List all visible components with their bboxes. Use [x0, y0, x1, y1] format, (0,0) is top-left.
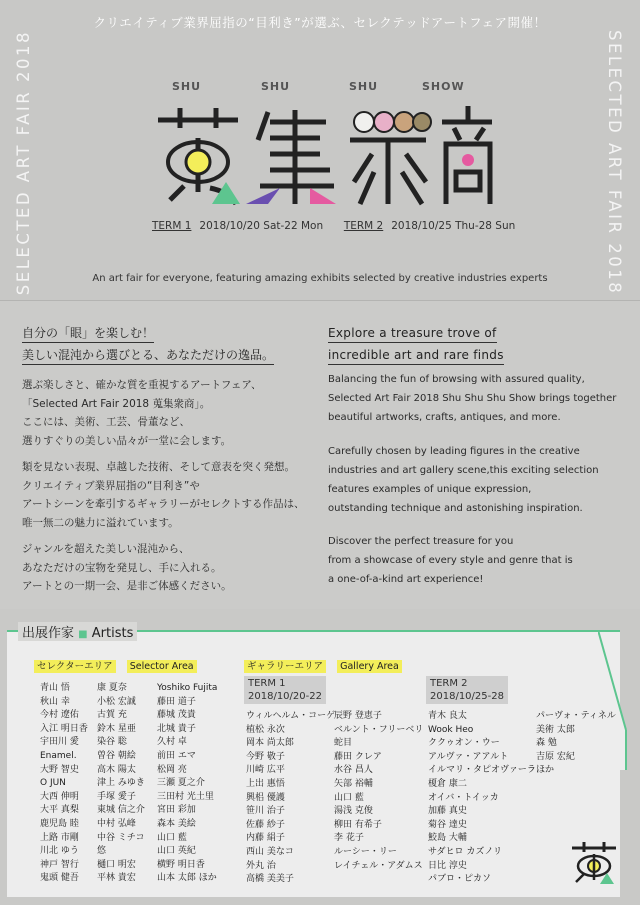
artist-name: ルーシー・リー	[334, 846, 397, 857]
artist-name: 興梠 優護	[246, 792, 285, 803]
logo-triangle-green	[212, 182, 240, 204]
artist-name: Yoshiko Fujita	[157, 683, 218, 693]
artist-name: 今村 遼佑	[40, 710, 79, 721]
artist-name: 山口 藍	[334, 792, 364, 803]
en-heading	[328, 322, 504, 366]
jp-p1-line: ここには、美術、工芸、骨董など、	[22, 416, 190, 428]
artist-name: 樋口 明宏	[97, 859, 136, 870]
logo-triangle-pink	[310, 188, 336, 204]
en-p2-line: industries and art gallery scene,this exciting selection	[328, 465, 599, 476]
gallery-area-jp: ギャラリーエリア	[244, 660, 326, 673]
artist-name: 日比 淳史	[428, 860, 467, 871]
term1-box-label: TERM 1	[248, 678, 286, 689]
jp-p1-line: 選ぶ楽しさと、確かな質を重視するアートフェア、	[22, 379, 262, 391]
artist-name: ほか	[536, 765, 555, 776]
term2-column-2	[536, 710, 616, 778]
artist-name: 外丸 治	[246, 860, 276, 871]
artist-name: 辰野 登恵子	[334, 711, 382, 721]
jp-p3-line: あなただけの宝物を発見し、手に入れる。	[22, 561, 222, 574]
term1-box	[244, 676, 326, 704]
artist-name: 李 花子	[334, 833, 364, 844]
artist-name: 手塚 愛子	[97, 791, 136, 802]
artist-name: 岡本 尚太郎	[246, 738, 294, 749]
shu-label-3: SHU	[349, 80, 379, 93]
jp-p1-line: 「Selected Art Fair 2018 蒐集衆商」。	[22, 397, 211, 410]
artist-name: 中村 弘峰	[97, 818, 136, 829]
artist-name: 横野 明日香	[157, 859, 205, 870]
artist-name: パーヴォ・ティネル	[536, 711, 616, 721]
term2-column-1	[428, 710, 536, 887]
artist-name: 上路 市剛	[40, 832, 79, 843]
artist-name: 中谷 ミチコ	[97, 832, 145, 843]
logo-char-2	[258, 110, 334, 204]
artist-name: 川崎 広平	[246, 765, 285, 776]
artist-name: 榎倉 康二	[428, 778, 467, 789]
term2-label: TERM 2	[343, 220, 384, 232]
artist-name: オイバ・トイッカ	[428, 792, 499, 803]
en-p1-line: Selected Art Fair 2018 Shu Shu Shu Show brings together	[328, 393, 617, 404]
artist-name: 神戸 智行	[40, 859, 79, 870]
en-p1-line: beautiful artworks, crafts, antiques, and more.	[328, 412, 561, 423]
term2-box	[426, 676, 508, 704]
logo-circle-white	[354, 112, 374, 132]
artist-name: 大野 智史	[40, 764, 79, 775]
artist-name: 鈴木 星亜	[97, 723, 136, 734]
artist-name: 藤城 茂貴	[157, 710, 196, 721]
jp-paragraph-3	[22, 540, 232, 596]
jp-p2-line: 類を見ない表現、卓越した技術、そして意表を突く発想。	[22, 461, 295, 473]
logo-circle-olive	[413, 113, 431, 131]
artist-name: 久村 卓	[157, 737, 187, 748]
square-icon: ■	[78, 629, 88, 640]
artist-name: 山本 太郎 ほか	[157, 873, 217, 884]
artist-name: Enamel.	[40, 750, 77, 761]
jp-p2-line: 唯一無二の魅力に溢れています。	[22, 516, 179, 529]
artist-name: 高木 陽太	[97, 764, 136, 775]
term1-dates: 2018/10/20 Sat-22 Mon	[199, 220, 324, 232]
artist-name: 古賀 充	[97, 710, 127, 721]
term1-box-dates: 2018/10/20-22	[248, 691, 322, 702]
term1-label: TERM 1	[152, 220, 192, 232]
logo-eye-icon	[186, 150, 210, 174]
en-p2-line: features examples of unique expression,	[328, 484, 532, 495]
gallery-area-en: Gallery Area	[337, 660, 402, 673]
en-paragraph-2	[328, 442, 599, 518]
artist-name: Wook Heo	[428, 724, 474, 735]
artist-name: 松岡 亮	[157, 764, 187, 775]
gallery-area-header	[244, 654, 402, 673]
artist-name: 入江 明日香	[40, 723, 88, 734]
en-paragraph-1	[328, 370, 616, 427]
jp-p2-line: アートシーンを牽引するギャラリーがセレクトする作品は、	[22, 498, 305, 510]
logo-graphic	[150, 100, 495, 210]
artist-name: 悠	[97, 846, 107, 857]
artist-name: 鬼頭 健吾	[40, 873, 79, 884]
banner-text: クリエイティブ業界屈指の“目利き”が選ぶ、セレクテッドアートフェア開催！	[93, 15, 547, 30]
side-title-right: SELECTED ART FAIR 2018	[605, 30, 624, 296]
artist-name: 山口 英紀	[157, 846, 196, 857]
term2-box-label: TERM 2	[430, 678, 468, 689]
en-heading-line-2: incredible art and rare finds	[328, 347, 504, 365]
artist-name: 美術 太郎	[536, 724, 575, 735]
en-p3-line: from a showcase of every style and genre that is	[328, 555, 573, 566]
artist-name: イルマリ・タピオヴァーラ	[428, 765, 536, 776]
artist-name: 藤田 クレア	[334, 751, 382, 762]
en-p3-line: Discover the perfect treasure for you	[328, 536, 514, 547]
artists-title-en: Artists	[91, 626, 134, 641]
artist-name: 津上 みゆき	[97, 778, 145, 789]
artist-name: 森 勉	[536, 738, 557, 749]
artist-name: 蛇目	[334, 738, 353, 749]
artist-name: 三瀬 夏之介	[157, 778, 205, 789]
artist-name: 宮田 彩加	[157, 805, 196, 816]
tagline: An art fair for everyone, featuring amazing exhibits selected by creative industries experts	[92, 273, 548, 284]
artist-name: 青山 悟	[40, 683, 70, 693]
artists-title-jp: 出展作家	[22, 626, 75, 641]
artist-name: 藤田 道子	[157, 696, 196, 707]
artist-name: パブロ・ピカソ	[428, 874, 492, 885]
artist-name: 山口 藍	[157, 832, 187, 843]
selector-column-2	[97, 682, 145, 886]
artist-name: 矢部 裕輔	[334, 778, 373, 789]
artist-name: 湯浅 克俊	[334, 806, 373, 817]
artist-name: 高橋 美美子	[246, 874, 294, 885]
artist-name: 西山 美なコ	[246, 846, 294, 857]
shu-label-2: SHU	[261, 80, 291, 93]
jp-heading-line-2: 美しい混沌から選びとる、あなただけの逸品。	[22, 347, 274, 365]
en-p3-line: a one-of-a-kind art experience!	[328, 574, 484, 585]
artist-name: 水谷 昌人	[334, 765, 373, 776]
term2-box-dates: 2018/10/25-28	[430, 691, 504, 702]
artist-name: 平林 貴宏	[97, 873, 136, 884]
en-p2-line: Carefully chosen by leading figures in the creative	[328, 446, 580, 457]
artist-name: 柳田 有希子	[334, 819, 382, 830]
artist-name: 植松 永次	[246, 724, 285, 735]
jp-p3-line: ジャンルを超えた美しい混沌から、	[22, 543, 190, 555]
artist-name: レイチェル・アダムス	[334, 860, 423, 871]
side-title-left: SELECTED ART FAIR 2018	[14, 30, 33, 296]
artist-name: 宇田川 愛	[40, 737, 79, 748]
artist-name: 笹川 治子	[246, 806, 285, 817]
mini-logo-icon	[568, 840, 620, 886]
term1-column-2	[334, 710, 423, 873]
artist-name: ウィルヘルム・コーゲ	[246, 711, 336, 721]
artist-name: サダヒロ カズノリ	[428, 846, 503, 857]
artist-name: ベルント・フリーベリ	[334, 724, 424, 735]
en-heading-line-1: Explore a treasure trove of	[328, 325, 497, 343]
term1-column-1	[246, 710, 335, 887]
logo-char-3	[350, 140, 426, 204]
selector-area-header	[34, 654, 197, 673]
artists-title	[18, 622, 137, 641]
artist-name: 秋山 幸	[40, 696, 70, 707]
artist-name: 康 夏奈	[97, 683, 127, 693]
artist-name: 青木 良太	[428, 711, 467, 721]
artist-name: 小松 宏誠	[97, 696, 136, 707]
jp-p1-line: 選りすぐりの美しい品々が一堂に会します。	[22, 434, 232, 447]
jp-paragraph-2	[22, 458, 304, 532]
jp-heading	[22, 322, 274, 366]
term-dates	[152, 220, 515, 232]
artist-name: 内藤 絹子	[246, 833, 285, 844]
term2-dates: 2018/10/25 Thu-28 Sun	[391, 220, 516, 232]
en-p1-line: Balancing the fun of browsing with assured quality,	[328, 374, 585, 385]
artist-name: 上出 惠悟	[246, 778, 285, 789]
artist-name: 前田 エマ	[157, 750, 196, 761]
artist-name: 東城 信之介	[97, 805, 145, 816]
jp-p3-line: アートとの一期一会、是非ご体感ください。	[22, 580, 232, 592]
artist-name: 森本 美絵	[157, 818, 196, 829]
artist-name: 鮫島 大輔	[428, 833, 467, 844]
artist-name: 大西 伸明	[40, 791, 79, 802]
selector-area-jp: セレクターエリア	[34, 660, 116, 673]
artist-name: 大平 真梨	[40, 805, 79, 816]
selector-area-en: Selector Area	[127, 660, 197, 673]
logo-dot-pink	[462, 154, 474, 166]
logo-circle-pink	[374, 112, 394, 132]
artist-name: 川北 ゆう	[40, 846, 79, 857]
artist-name: アルヴァ・アアルト	[428, 751, 509, 762]
jp-p2-line: クリエイティブ業界屈指の“目利き”や	[22, 479, 200, 492]
jp-heading-line-1: 自分の「眼」を楽しむ！	[22, 325, 154, 343]
artist-name: 吉原 宏紀	[536, 751, 575, 762]
artist-name: 佐藤 紗子	[246, 819, 285, 830]
logo-triangle-purple	[246, 188, 280, 204]
artist-name: 加藤 真史	[428, 806, 467, 817]
artist-name: 曽谷 朝絵	[97, 750, 136, 761]
selector-column-3	[157, 682, 217, 886]
en-p2-line: outstanding technique and astonishing inspiration.	[328, 503, 583, 514]
artist-name: 三田村 光土里	[157, 791, 214, 802]
artist-name: O JUN	[40, 778, 66, 789]
jp-paragraph-1	[22, 376, 262, 450]
shu-label-1: SHU	[172, 80, 202, 93]
show-label: SHOW	[422, 80, 465, 93]
selector-column-1	[40, 682, 88, 886]
artist-name: 今野 敬子	[246, 751, 285, 762]
en-paragraph-3	[328, 532, 573, 589]
artist-name: 北城 貴子	[157, 723, 196, 734]
artist-name: ククゥオン・ウー	[428, 738, 500, 749]
artist-name: 菊谷 達史	[428, 819, 467, 830]
artist-name: 鹿児島 睦	[40, 818, 79, 829]
logo-circle-tan	[394, 112, 414, 132]
artist-name: 染谷 聡	[97, 737, 127, 748]
